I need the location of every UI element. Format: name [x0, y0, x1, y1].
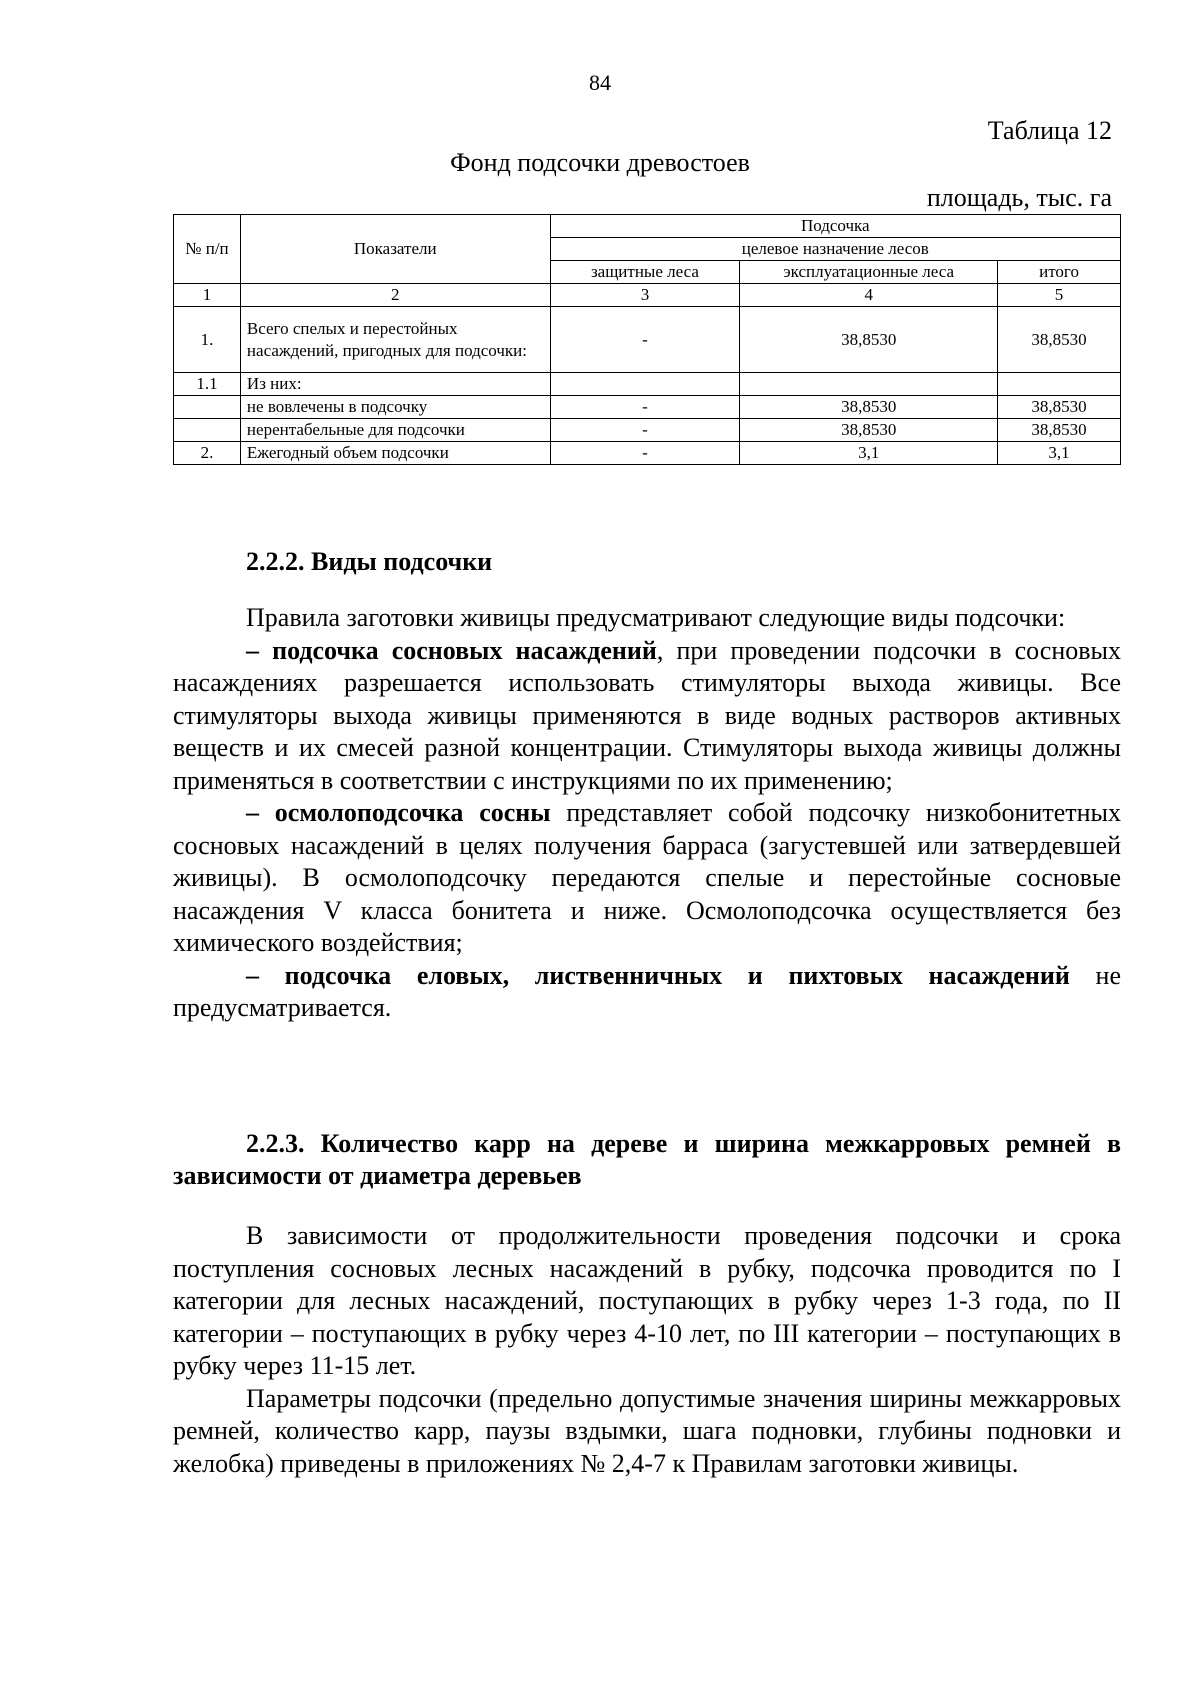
row-name: Из них:	[240, 373, 550, 396]
row-name: Всего спелых и перестойных насаждений, пригодных для подсочки:	[240, 307, 550, 373]
header-exploitable: эксплуатационные леса	[740, 261, 998, 284]
row-protective: -	[550, 419, 740, 442]
paragraph: В зависимости от продолжительности проведения подсочки и срока поступления сосновых лесных насаждений в рубку, подсочка проводится по I категории для лесных насаждений, поступающих в рубку через 1-3 года, по II категории – поступающих в рубку через 4-10 лет, по III категории – поступающих в рубку через 11-15 лет.	[173, 1221, 1121, 1380]
bold-term: – подсочка еловых, лиственничных и пихтовых насаждений	[246, 960, 1070, 990]
paragraph: Параметры подсочки (предельно допустимые значения ширины межкарровых ремней, количество карр, паузы вздымки, шага подновки, глубины подновки и желобка) приведены в приложениях № 2,4-7 к Правилам заготовки живицы.	[173, 1383, 1121, 1478]
row-exploitable: 38,8530	[740, 307, 998, 373]
row-total: 38,8530	[998, 419, 1121, 442]
paragraph: – осмолоподсочка сосны представляет собой подсочку низкобонитетных сосновых насаждений в целях получения барраса (загустевшей или затвердевшей живицы). В осмолоподсочку передаются спелые и перестойные сосновые насаждения V класса бонитета и ниже. Осмолоподсочка осуществляется без химического воздействия;	[173, 798, 1121, 957]
row-num: 2.	[174, 442, 241, 465]
table-row	[174, 307, 1121, 373]
row-total	[998, 373, 1121, 396]
row-total: 3,1	[998, 442, 1121, 465]
paragraph: – подсочка сосновых насаждений, при проведении подсочки в сосновых насаждениях разрешается использовать стимуляторы выхода живицы. Все стимуляторы выхода живицы применяются в виде водных растворов активных веществ и их смесей разной концентрации. Стимуляторы выхода живицы должны применяться в соответствии с инструкциями по их применению;	[173, 635, 1121, 795]
header-total: итого	[998, 261, 1121, 284]
column-number-row	[174, 284, 1121, 307]
col-number: 1	[174, 284, 241, 307]
row-name: нерентабельные для подсочки	[240, 419, 550, 442]
tapping-fund-table	[173, 214, 1121, 465]
bold-term: – осмолоподсочка сосны	[246, 798, 551, 827]
col-number: 2	[240, 284, 550, 307]
table-label: Таблица 12	[987, 116, 1112, 145]
section-heading-tapping-types: 2.2.2. Виды подсочки	[246, 547, 493, 576]
row-num: 1.1	[174, 373, 241, 396]
table-title: Фонд подсочки древостоев	[450, 148, 750, 177]
row-protective: -	[550, 396, 740, 419]
section-body-tapping-types	[173, 602, 1121, 1025]
row-protective: -	[550, 307, 740, 373]
header-tapping: Подсочка	[550, 215, 1120, 238]
paragraph: Правила заготовки живицы предусматривают следующие виды подсочки:	[246, 603, 1066, 632]
paragraph: – подсочка еловых, лиственничных и пихтовых насаждений не предусматривается.	[173, 960, 1121, 1022]
page-number: 84	[589, 70, 611, 95]
row-exploitable	[740, 373, 998, 396]
col-number: 5	[998, 284, 1121, 307]
table-row	[174, 396, 1121, 419]
row-num: 1.	[174, 307, 241, 373]
bold-term: – подсочка сосновых насаждений	[246, 635, 657, 665]
table-row	[174, 419, 1121, 442]
table-row	[174, 373, 1121, 396]
section-body-cuts-count	[173, 1220, 1121, 1480]
row-protective: -	[550, 442, 740, 465]
row-total: 38,8530	[998, 396, 1121, 419]
header-indicators: Показатели	[240, 215, 550, 284]
col-number: 3	[550, 284, 740, 307]
header-num: № п/п	[174, 215, 241, 284]
row-exploitable: 3,1	[740, 442, 998, 465]
header-purpose: целевое назначение лесов	[550, 238, 1120, 261]
row-num	[174, 396, 241, 419]
row-protective	[550, 373, 740, 396]
row-name: Ежегодный объем подсочки	[240, 442, 550, 465]
row-num	[174, 419, 241, 442]
table-row	[174, 442, 1121, 465]
section-heading-cuts-count: 2.2.3. Количество карр на дереве и ширина межкарровых ремней в зависимости от диаметра деревьев	[173, 1129, 1121, 1190]
col-number: 4	[740, 284, 998, 307]
row-total: 38,8530	[998, 307, 1121, 373]
header-protective: защитные леса	[550, 261, 740, 284]
row-name: не вовлечены в подсочку	[240, 396, 550, 419]
row-exploitable: 38,8530	[740, 419, 998, 442]
row-exploitable: 38,8530	[740, 396, 998, 419]
table-unit: площадь, тыс. га	[926, 183, 1112, 212]
